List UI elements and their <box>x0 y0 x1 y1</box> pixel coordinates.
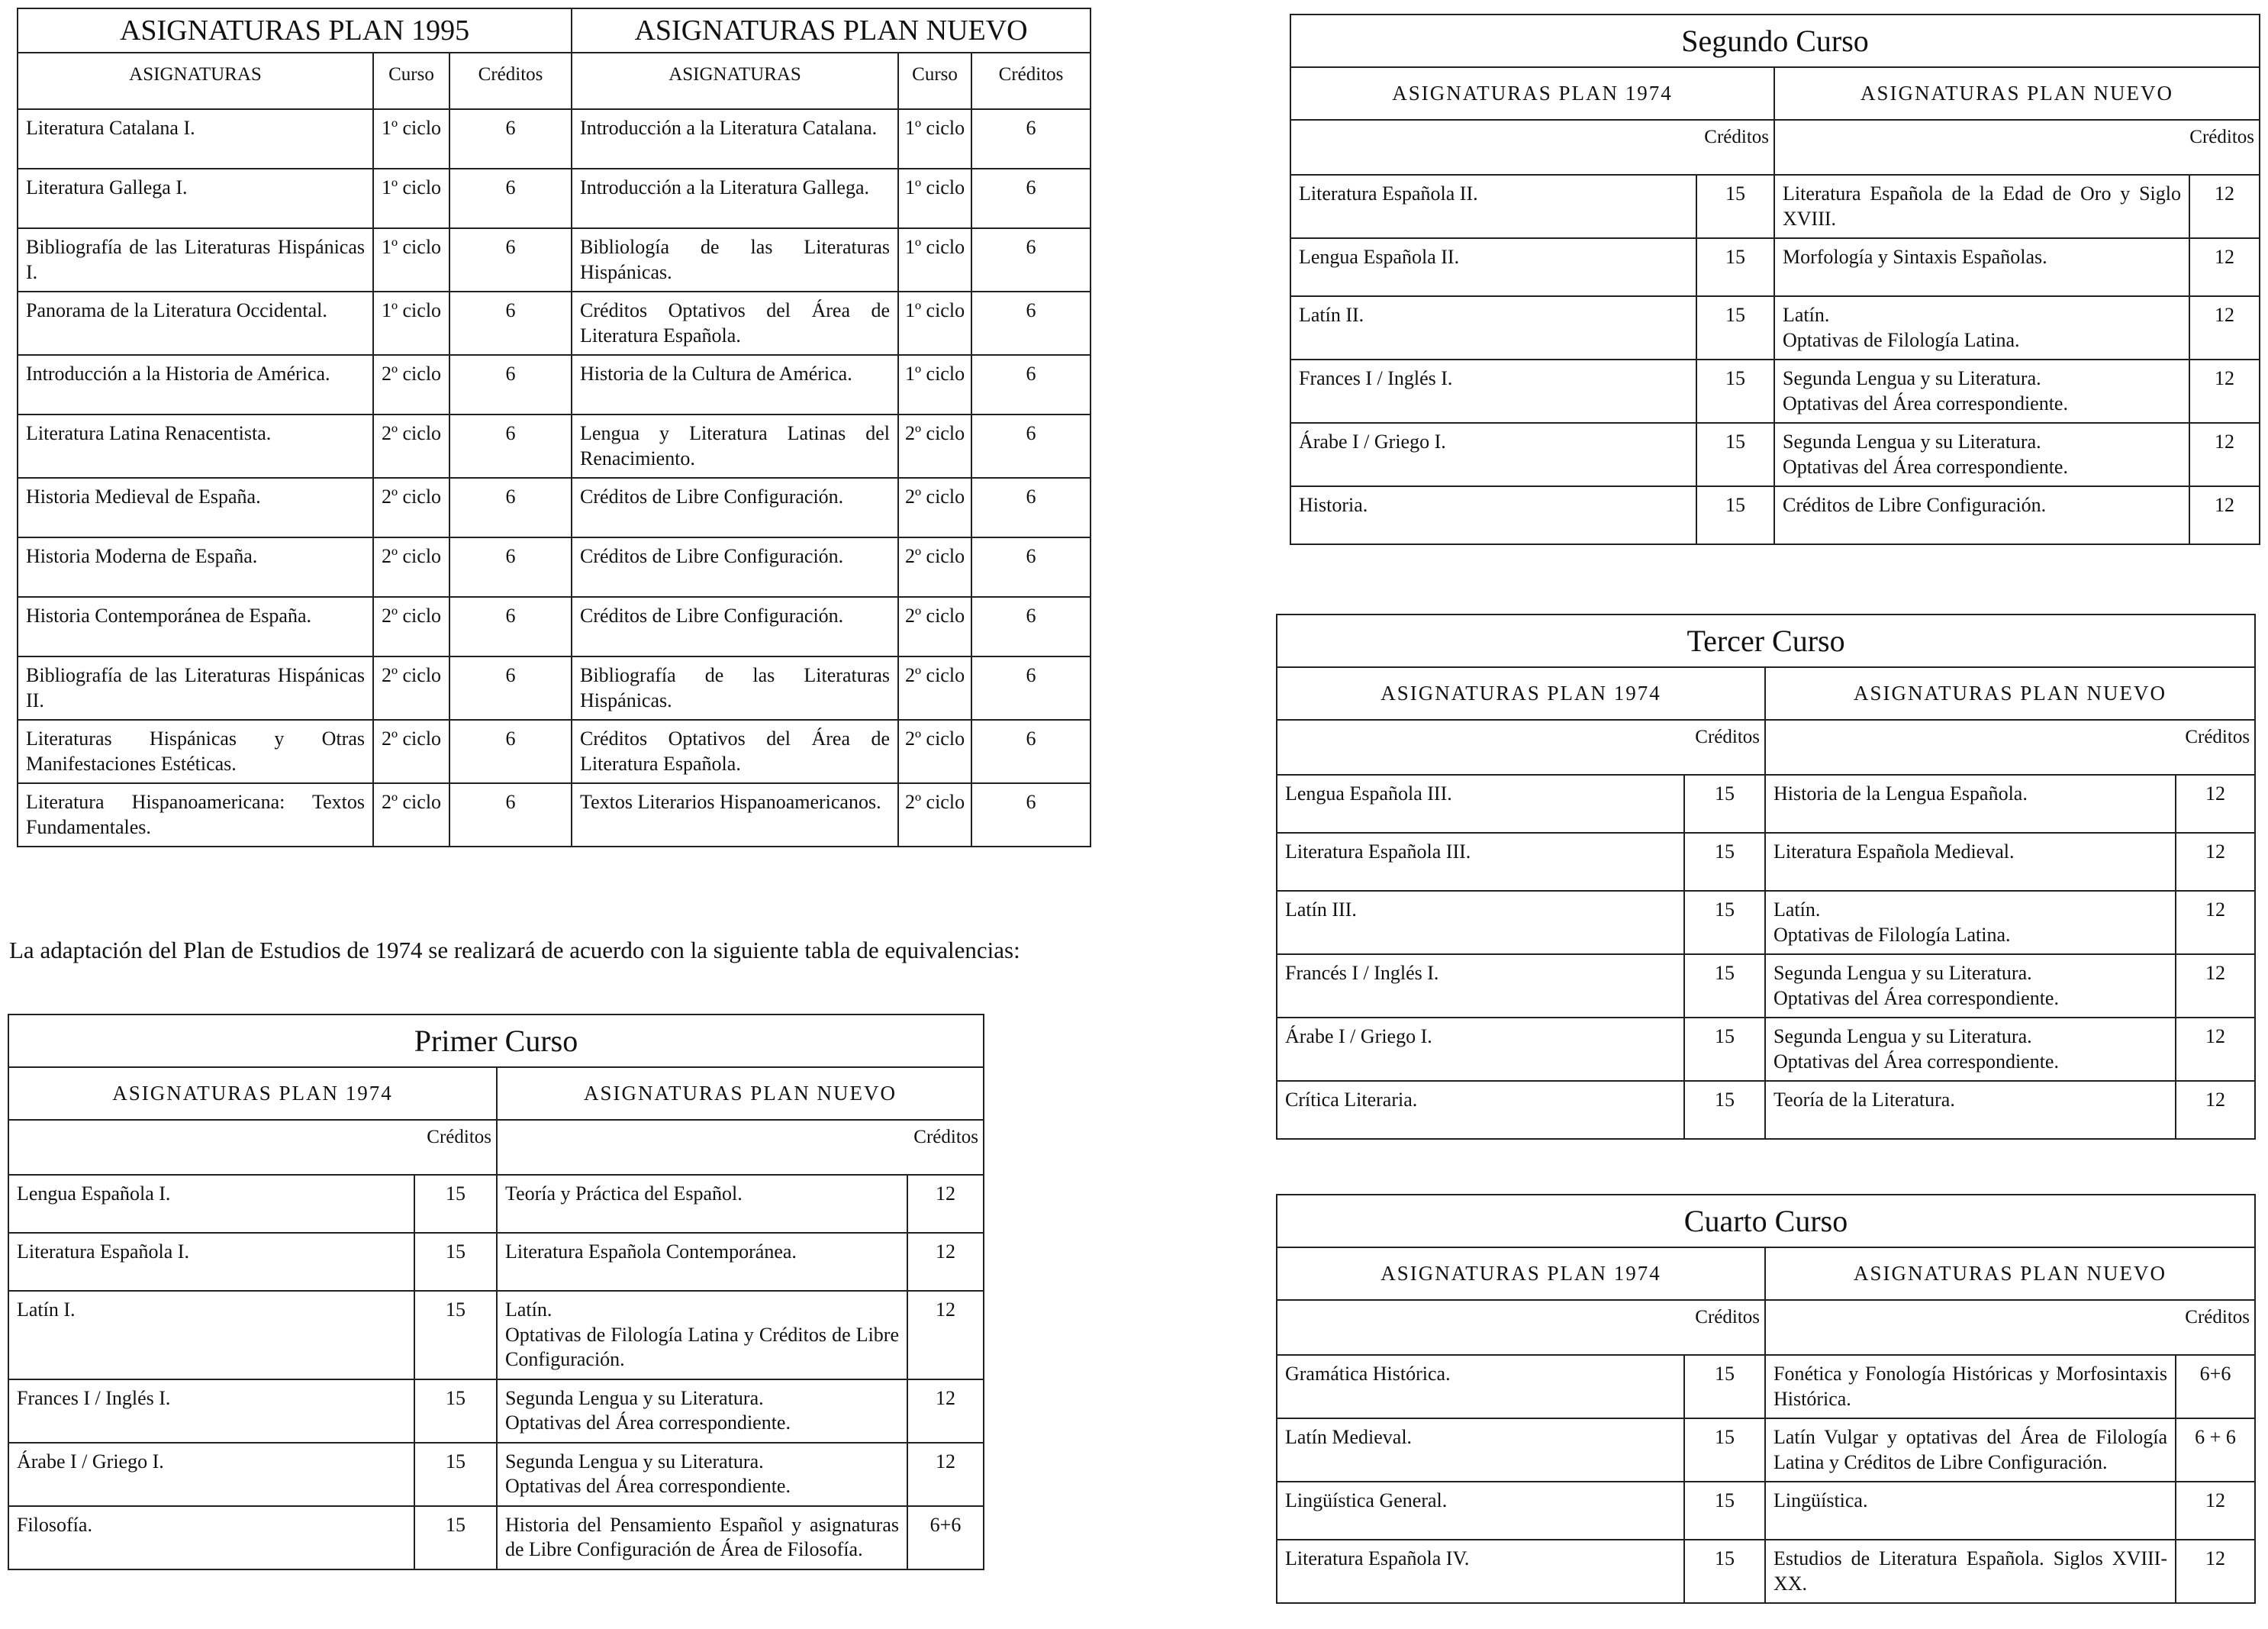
subject-nuevo: Bibliografía de las Literaturas Hispánicas. <box>572 656 898 720</box>
table-cuarto-curso <box>1276 1194 2256 1604</box>
subject-nuevo: Literatura Española Contemporánea. <box>497 1233 907 1291</box>
creditos-1974: 15 <box>1696 238 1774 296</box>
creditos-nuevo: 6 <box>971 228 1091 292</box>
creditos-row <box>1290 120 2260 175</box>
creditos-1995: 6 <box>449 415 572 478</box>
table-row <box>18 415 1091 478</box>
creditos-nuevo: 12 <box>2176 1081 2255 1139</box>
creditos-1974: 15 <box>1696 296 1774 360</box>
curso-nuevo: 1º ciclo <box>898 292 971 355</box>
creditos-label-1974: Créditos <box>1290 120 1774 175</box>
creditos-1974: 15 <box>414 1233 497 1291</box>
subject-nuevo: Latín Vulgar y optativas del Área de Filología Latina y Créditos de Libre Configuración. <box>1765 1418 2176 1482</box>
creditos-nuevo: 12 <box>2189 175 2260 238</box>
subject-nuevo: Segunda Lengua y su Literatura. Optativas del Área correspondiente. <box>1765 1018 2176 1081</box>
creditos-1995: 6 <box>449 169 572 228</box>
table-row <box>1290 175 2260 238</box>
subject-nuevo: Créditos de Libre Configuración. <box>572 537 898 597</box>
plan-1995-body <box>18 109 1091 847</box>
creditos-label-nuevo: Créditos <box>1765 720 2255 775</box>
creditos-nuevo: 6 <box>971 537 1091 597</box>
subject-nuevo: Historia de la Lengua Española. <box>1765 775 2176 833</box>
subject-1974: Francés I / Inglés I. <box>1277 954 1684 1018</box>
subject-nuevo: Historia del Pensamiento Español y asignaturas de Libre Configuración de Área de Filosofía. <box>497 1506 907 1569</box>
plan-nuevo-header: ASIGNATURAS PLAN NUEVO <box>1765 1247 2255 1300</box>
creditos-1974: 15 <box>1696 360 1774 423</box>
table-row <box>1290 486 2260 544</box>
subject-1974: Literatura Española I. <box>8 1233 414 1291</box>
creditos-label-1974: Créditos <box>1277 1300 1765 1355</box>
table-row <box>18 720 1091 783</box>
curso-title: Primer Curso <box>8 1014 984 1067</box>
subject-1974: Filosofía. <box>8 1506 414 1569</box>
subject-nuevo: Créditos de Libre Configuración. <box>572 597 898 656</box>
table-row <box>18 109 1091 169</box>
col-creditos: Créditos <box>449 53 572 109</box>
creditos-nuevo: 6 <box>971 478 1091 537</box>
subject-1995: Bibliografía de las Literaturas Hispánicas I. <box>18 228 373 292</box>
table-row <box>1277 954 2255 1018</box>
creditos-nuevo: 12 <box>2189 238 2260 296</box>
subject-1974: Gramática Histórica. <box>1277 1355 1684 1418</box>
table-row <box>1277 1418 2255 1482</box>
table-tercer-curso <box>1276 614 2256 1140</box>
curso-1995: 1º ciclo <box>373 169 449 228</box>
table-row <box>18 597 1091 656</box>
curso-nuevo: 1º ciclo <box>898 228 971 292</box>
creditos-nuevo: 6+6 <box>907 1506 984 1569</box>
curso-1995: 1º ciclo <box>373 228 449 292</box>
curso-nuevo: 1º ciclo <box>898 169 971 228</box>
col-curso-nuevo: Curso <box>898 53 971 109</box>
table-row <box>18 228 1091 292</box>
title-row <box>1290 15 2260 67</box>
creditos-1995: 6 <box>449 783 572 847</box>
curso-title: Segundo Curso <box>1290 15 2260 67</box>
subject-nuevo: Morfología y Sintaxis Españolas. <box>1774 238 2189 296</box>
table-row <box>1290 360 2260 423</box>
subject-1974: Literatura Española III. <box>1277 833 1684 891</box>
table-segundo-curso <box>1290 14 2260 545</box>
creditos-label-nuevo: Créditos <box>497 1120 984 1175</box>
creditos-1974: 15 <box>1696 486 1774 544</box>
table-row <box>18 656 1091 720</box>
plan-nuevo-title: ASIGNATURAS PLAN NUEVO <box>572 8 1091 53</box>
creditos-label-nuevo: Créditos <box>1765 1300 2255 1355</box>
curso-1995: 2º ciclo <box>373 720 449 783</box>
plan-1974-header: ASIGNATURAS PLAN 1974 <box>1277 1247 1765 1300</box>
title-row <box>1277 615 2255 667</box>
curso-1995: 2º ciclo <box>373 537 449 597</box>
subject-1974: Latín II. <box>1290 296 1696 360</box>
curso-nuevo: 1º ciclo <box>898 109 971 169</box>
subject-1974: Árabe I / Griego I. <box>8 1443 414 1506</box>
creditos-1974: 15 <box>414 1291 497 1379</box>
plan-1974-header: ASIGNATURAS PLAN 1974 <box>1277 667 1765 720</box>
subject-nuevo: Latín. Optativas de Filología Latina. <box>1765 891 2176 954</box>
subject-nuevo: Textos Literarios Hispanoamericanos. <box>572 783 898 847</box>
subject-nuevo: Segunda Lengua y su Literatura. Optativas del Área correspondiente. <box>1774 423 2189 486</box>
creditos-1974: 15 <box>1684 1482 1765 1540</box>
creditos-1974: 15 <box>1684 1418 1765 1482</box>
subject-nuevo: Lingüística. <box>1765 1482 2176 1540</box>
subject-1995: Literaturas Hispánicas y Otras Manifestaciones Estéticas. <box>18 720 373 783</box>
curso-nuevo: 2º ciclo <box>898 783 971 847</box>
creditos-1974: 15 <box>1684 891 1765 954</box>
subject-1974: Lengua Española II. <box>1290 238 1696 296</box>
creditos-1995: 6 <box>449 656 572 720</box>
creditos-label-1974: Créditos <box>8 1120 497 1175</box>
header-row <box>1277 667 2255 720</box>
creditos-nuevo: 12 <box>907 1175 984 1233</box>
subject-1995: Literatura Gallega I. <box>18 169 373 228</box>
creditos-1974: 15 <box>1684 1081 1765 1139</box>
subject-1995: Historia Contemporánea de España. <box>18 597 373 656</box>
subject-1974: Latín III. <box>1277 891 1684 954</box>
plan-1974-header: ASIGNATURAS PLAN 1974 <box>8 1067 497 1120</box>
creditos-1995: 6 <box>449 537 572 597</box>
creditos-nuevo: 6+6 <box>2176 1355 2255 1418</box>
table-row <box>8 1233 984 1291</box>
creditos-nuevo: 12 <box>2176 954 2255 1018</box>
creditos-nuevo: 6 <box>971 720 1091 783</box>
creditos-1974: 15 <box>1684 954 1765 1018</box>
subject-1995: Historia Medieval de España. <box>18 478 373 537</box>
plan-nuevo-header: ASIGNATURAS PLAN NUEVO <box>1765 667 2255 720</box>
curso-nuevo: 2º ciclo <box>898 415 971 478</box>
table-row <box>1277 1482 2255 1540</box>
header-row <box>8 1067 984 1120</box>
title-row <box>8 1014 984 1067</box>
subject-1974: Literatura Española II. <box>1290 175 1696 238</box>
table-row <box>8 1175 984 1233</box>
col-asignaturas: ASIGNATURAS <box>18 53 373 109</box>
creditos-nuevo: 12 <box>907 1233 984 1291</box>
table-row <box>1277 1355 2255 1418</box>
creditos-nuevo: 12 <box>2189 360 2260 423</box>
table-row <box>8 1379 984 1443</box>
creditos-nuevo: 12 <box>2176 833 2255 891</box>
subject-nuevo: Latín. Optativas de Filología Latina y Créditos de Libre Configuración. <box>497 1291 907 1379</box>
subject-nuevo: Historia de la Cultura de América. <box>572 355 898 415</box>
table-row <box>18 537 1091 597</box>
plan-1974-header: ASIGNATURAS PLAN 1974 <box>1290 67 1774 120</box>
table-row <box>8 1506 984 1569</box>
creditos-label-nuevo: Créditos <box>1774 120 2260 175</box>
subject-nuevo: Latín. Optativas de Filología Latina. <box>1774 296 2189 360</box>
curso-title: Tercer Curso <box>1277 615 2255 667</box>
creditos-row <box>1277 720 2255 775</box>
subject-1974: Frances I / Inglés I. <box>8 1379 414 1443</box>
subject-1974: Latín Medieval. <box>1277 1418 1684 1482</box>
creditos-nuevo: 6 <box>971 783 1091 847</box>
creditos-1974: 15 <box>414 1506 497 1569</box>
subject-nuevo: Créditos Optativos del Área de Literatura Española. <box>572 292 898 355</box>
subject-nuevo: Fonética y Fonología Históricas y Morfosintaxis Histórica. <box>1765 1355 2176 1418</box>
subject-nuevo: Bibliología de las Literaturas Hispánicas. <box>572 228 898 292</box>
creditos-nuevo: 6 <box>971 656 1091 720</box>
subject-1974: Historia. <box>1290 486 1696 544</box>
subject-nuevo: Teoría de la Literatura. <box>1765 1081 2176 1139</box>
subject-1995: Introducción a la Historia de América. <box>18 355 373 415</box>
subject-1995: Literatura Hispanoamericana: Textos Fundamentales. <box>18 783 373 847</box>
table-row <box>1290 423 2260 486</box>
curso-1995: 2º ciclo <box>373 783 449 847</box>
creditos-1995: 6 <box>449 228 572 292</box>
creditos-nuevo: 6 <box>971 355 1091 415</box>
creditos-1974: 15 <box>414 1443 497 1506</box>
creditos-1995: 6 <box>449 478 572 537</box>
creditos-1995: 6 <box>449 355 572 415</box>
creditos-1995: 6 <box>449 292 572 355</box>
subject-1974: Árabe I / Griego I. <box>1290 423 1696 486</box>
col-creditos-nuevo: Créditos <box>971 53 1091 109</box>
table-row <box>18 169 1091 228</box>
subject-1995: Bibliografía de las Literaturas Hispánicas II. <box>18 656 373 720</box>
creditos-1974: 15 <box>1696 175 1774 238</box>
creditos-nuevo: 12 <box>907 1379 984 1443</box>
plan-1995-title: ASIGNATURAS PLAN 1995 <box>18 8 572 53</box>
subject-1995: Panorama de la Literatura Occidental. <box>18 292 373 355</box>
subject-1974: Lingüística General. <box>1277 1482 1684 1540</box>
title-row <box>1277 1195 2255 1247</box>
creditos-1974: 15 <box>414 1379 497 1443</box>
curso-1995: 2º ciclo <box>373 656 449 720</box>
curso-nuevo: 2º ciclo <box>898 478 971 537</box>
creditos-nuevo: 12 <box>2189 296 2260 360</box>
table-row <box>1277 833 2255 891</box>
col-curso: Curso <box>373 53 449 109</box>
subject-nuevo: Segunda Lengua y su Literatura. Optativas del Área correspondiente. <box>497 1443 907 1506</box>
subject-1974: Lengua Española III. <box>1277 775 1684 833</box>
table-row <box>1277 1018 2255 1081</box>
creditos-nuevo: 12 <box>2189 486 2260 544</box>
curso-nuevo: 2º ciclo <box>898 720 971 783</box>
creditos-label-1974: Créditos <box>1277 720 1765 775</box>
table-row <box>8 1443 984 1506</box>
subject-nuevo: Estudios de Literatura Española. Siglos XVIII-XX. <box>1765 1540 2176 1603</box>
creditos-nuevo: 12 <box>2176 1540 2255 1603</box>
table-row <box>1277 1540 2255 1603</box>
table-row <box>1277 1081 2255 1139</box>
paragraph-equivalencias: La adaptación del Plan de Estudios de 1974 se realizará de acuerdo con la siguiente tabla de equivalencias: <box>9 937 1020 963</box>
creditos-1995: 6 <box>449 597 572 656</box>
curso-nuevo: 2º ciclo <box>898 656 971 720</box>
subject-nuevo: Segunda Lengua y su Literatura. Optativas del Área correspondiente. <box>1765 954 2176 1018</box>
creditos-nuevo: 12 <box>2176 1018 2255 1081</box>
curso-1995: 2º ciclo <box>373 415 449 478</box>
subject-1974: Latín I. <box>8 1291 414 1379</box>
subject-1995: Historia Moderna de España. <box>18 537 373 597</box>
creditos-1974: 15 <box>414 1175 497 1233</box>
creditos-1995: 6 <box>449 720 572 783</box>
subject-nuevo: Segunda Lengua y su Literatura. Optativas del Área correspondiente. <box>497 1379 907 1443</box>
creditos-row <box>8 1120 984 1175</box>
creditos-1974: 15 <box>1684 1018 1765 1081</box>
creditos-1974: 15 <box>1684 1540 1765 1603</box>
subject-nuevo: Créditos de Libre Configuración. <box>1774 486 2189 544</box>
subject-nuevo: Literatura Española Medieval. <box>1765 833 2176 891</box>
table-row <box>18 355 1091 415</box>
header-row <box>1290 67 2260 120</box>
table-primer-curso <box>8 1014 984 1570</box>
creditos-nuevo: 12 <box>2176 1482 2255 1540</box>
curso-1995: 2º ciclo <box>373 355 449 415</box>
subject-1974: Crítica Literaria. <box>1277 1081 1684 1139</box>
creditos-1974: 15 <box>1684 1355 1765 1418</box>
creditos-nuevo: 6 <box>971 169 1091 228</box>
creditos-nuevo: 12 <box>2176 891 2255 954</box>
creditos-nuevo: 6 + 6 <box>2176 1418 2255 1482</box>
creditos-nuevo: 12 <box>2189 423 2260 486</box>
subject-1974: Árabe I / Griego I. <box>1277 1018 1684 1081</box>
curso-nuevo: 2º ciclo <box>898 597 971 656</box>
table-row <box>18 478 1091 537</box>
table-row <box>1277 891 2255 954</box>
col-asignaturas-nuevo: ASIGNATURAS <box>572 53 898 109</box>
table-row <box>18 292 1091 355</box>
subject-nuevo: Literatura Española de la Edad de Oro y Siglo XVIII. <box>1774 175 2189 238</box>
creditos-1974: 15 <box>1684 833 1765 891</box>
table-row <box>1277 775 2255 833</box>
subject-1974: Frances I / Inglés I. <box>1290 360 1696 423</box>
curso-nuevo: 2º ciclo <box>898 537 971 597</box>
curso-1995: 1º ciclo <box>373 109 449 169</box>
table-plan-1995 <box>17 8 1091 847</box>
curso-1995: 2º ciclo <box>373 597 449 656</box>
subject-1995: Literatura Latina Renacentista. <box>18 415 373 478</box>
subject-nuevo: Segunda Lengua y su Literatura. Optativas del Área correspondiente. <box>1774 360 2189 423</box>
subject-1974: Literatura Española IV. <box>1277 1540 1684 1603</box>
subject-nuevo: Créditos de Libre Configuración. <box>572 478 898 537</box>
subject-nuevo: Créditos Optativos del Área de Literatura Española. <box>572 720 898 783</box>
creditos-1974: 15 <box>1696 423 1774 486</box>
creditos-1995: 6 <box>449 109 572 169</box>
subject-nuevo: Introducción a la Literatura Catalana. <box>572 109 898 169</box>
table-row <box>18 783 1091 847</box>
table-row <box>1290 238 2260 296</box>
creditos-nuevo: 12 <box>907 1443 984 1506</box>
subject-nuevo: Introducción a la Literatura Gallega. <box>572 169 898 228</box>
subject-nuevo: Lengua y Literatura Latinas del Renacimiento. <box>572 415 898 478</box>
creditos-nuevo: 6 <box>971 292 1091 355</box>
creditos-nuevo: 6 <box>971 109 1091 169</box>
plan-nuevo-header: ASIGNATURAS PLAN NUEVO <box>1774 67 2260 120</box>
subject-1995: Literatura Catalana I. <box>18 109 373 169</box>
table-row <box>8 1291 984 1379</box>
curso-1995: 2º ciclo <box>373 478 449 537</box>
header-row <box>1277 1247 2255 1300</box>
curso-title: Cuarto Curso <box>1277 1195 2255 1247</box>
table-row <box>1290 296 2260 360</box>
plan-nuevo-header: ASIGNATURAS PLAN NUEVO <box>497 1067 984 1120</box>
subject-1974: Lengua Española I. <box>8 1175 414 1233</box>
subject-nuevo: Teoría y Práctica del Español. <box>497 1175 907 1233</box>
curso-nuevo: 1º ciclo <box>898 355 971 415</box>
creditos-nuevo: 6 <box>971 415 1091 478</box>
creditos-nuevo: 12 <box>907 1291 984 1379</box>
creditos-row <box>1277 1300 2255 1355</box>
curso-1995: 1º ciclo <box>373 292 449 355</box>
creditos-1974: 15 <box>1684 775 1765 833</box>
creditos-nuevo: 12 <box>2176 775 2255 833</box>
creditos-nuevo: 6 <box>971 597 1091 656</box>
